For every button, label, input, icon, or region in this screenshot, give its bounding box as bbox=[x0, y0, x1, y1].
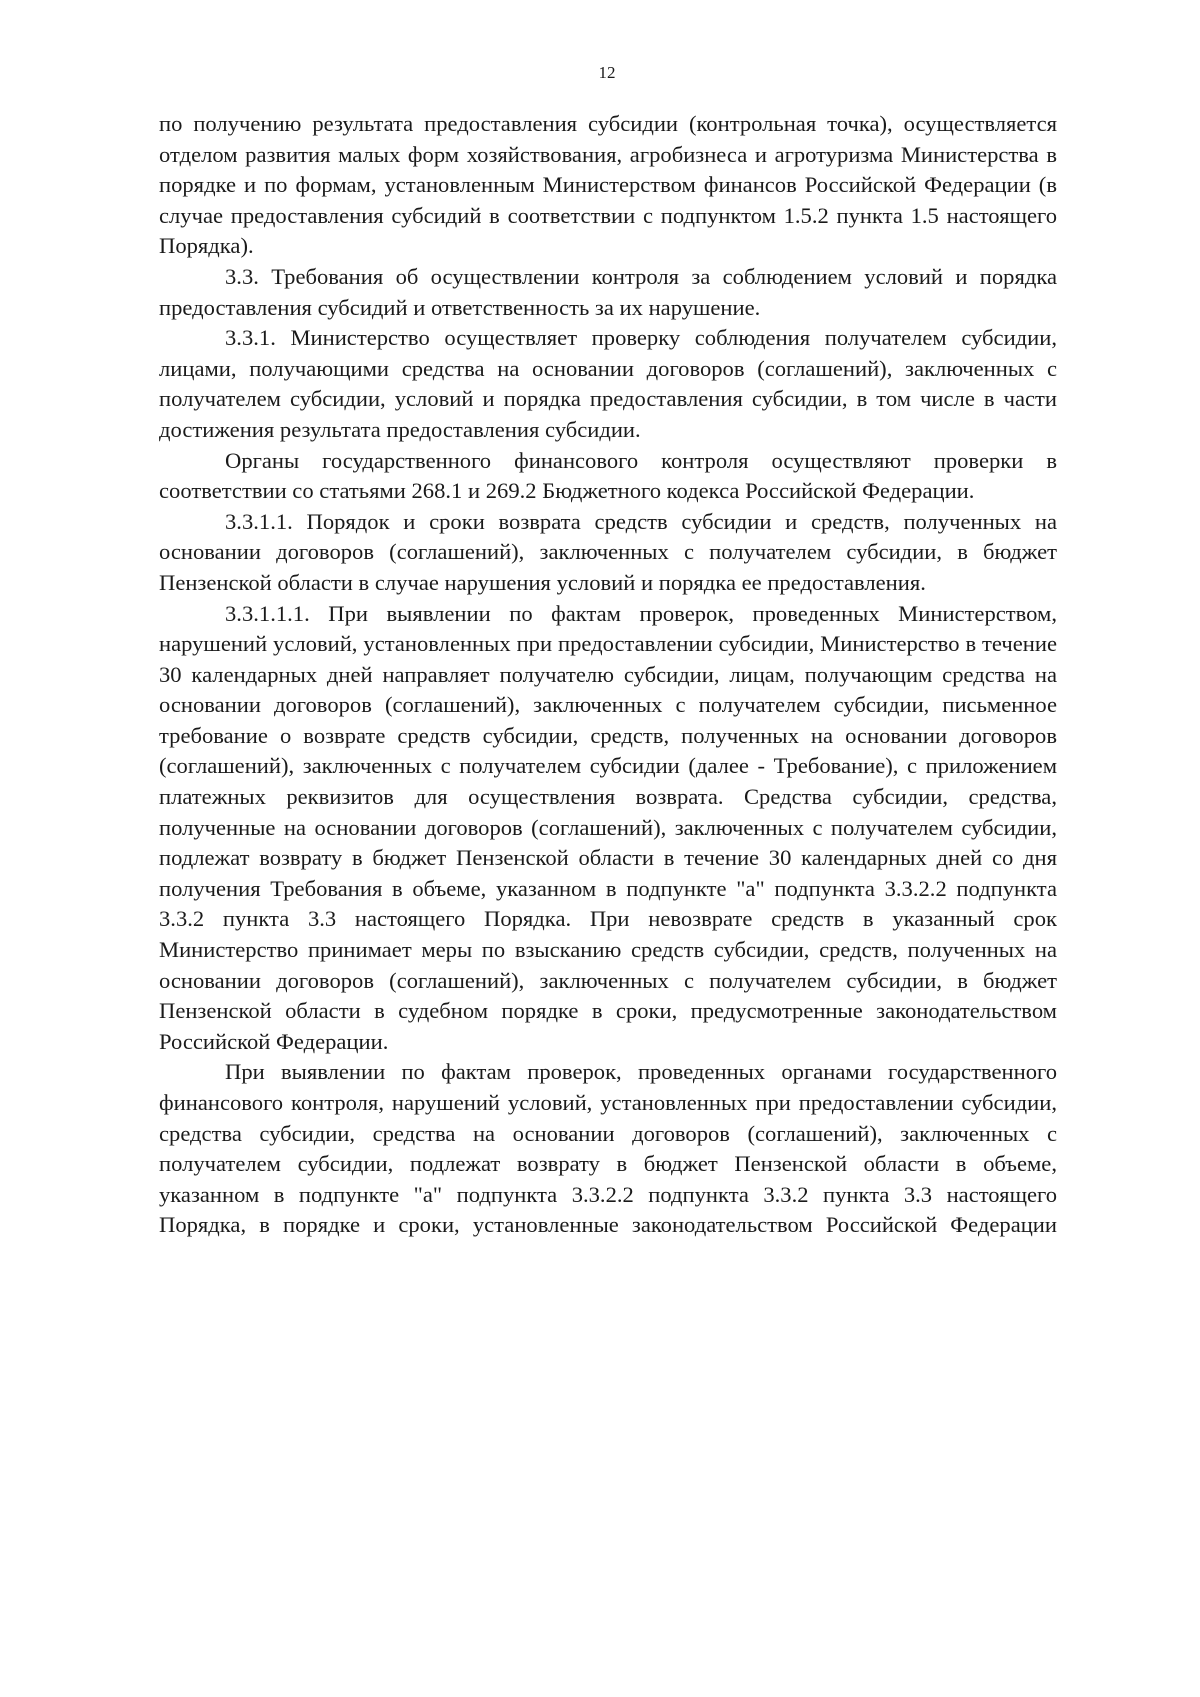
paragraph-3-3-1-1: 3.3.1.1. Порядок и сроки возврата средств субсидии и средств, полученных на основании договоров (соглашений), заключенных с получателем субсидии, в бюджет Пензенской области в случае нарушения условий и порядка ее предоставления. bbox=[159, 508, 1057, 595]
document-body bbox=[159, 109, 1057, 1241]
paragraph-continuation: по получению результата предоставления субсидии (контрольная точка), осуществляется отделом развития малых форм хозяйствования, агробизнеса и агротуризма Министерства в порядке и по формам, установленным Министерством финансов Российской Федерации (в случае предоставления субсидий в соответствии с подпунктом 1.5.2 пункта 1.5 настоящего Порядка). bbox=[159, 111, 1057, 259]
paragraph-3-3-1: 3.3.1. Министерство осуществляет проверку соблюдения получателем субсидии, лицами, получающими средства на основании договоров (соглашений), заключенных с получателем субсидии, условий и порядка предоставления субсидии, в том числе в части достижения результата предоставления субсидии. bbox=[159, 325, 1057, 442]
paragraph-financial-control-violations: При выявлении по фактам проверок, проведенных органами государственного финансового контроля, нарушений условий, установленных при предоставлении субсидии, средства субсидии, средства на основании договоров (соглашений), заключенных с получателем субсидии, подлежат возврату в бюджет Пензенской области в объеме, указанном в подпункте "а" подпункта 3.3.2.2 подпункта 3.3.2 пункта 3.3 настоящего Порядка, в порядке и сроки, установленные законодательством Российской Федерации bbox=[159, 1059, 1057, 1238]
page-number: 12 bbox=[598, 63, 616, 82]
paragraph-3-3-1-1-1: 3.3.1.1.1. При выявлении по фактам проверок, проведенных Министерством, нарушений условий, установленных при предоставлении субсидии, Министерство в течение 30 календарных дней направляет получателю субсидии, лицам, получающим средства на основании договоров (соглашений), заключенных с получателем субсидии, письменное требование о возврате средств субсидии, средств, полученных на основании договоров (соглашений), заключенных с получателем субсидии (далее - Требование), с приложением платежных реквизитов для осуществления возврата. Средства субсидии, средства, полученные на основании договоров (соглашений), заключенных с получателем субсидии, подлежат возврату в бюджет Пензенской области в течение 30 календарных дней со дня получения Требования в объеме, указанном в подпункте "а" подпункта 3.3.2.2 подпункта 3.3.2 пункта 3.3 настоящего Порядка. При невозврате средств в указанный срок Министерство принимает меры по взысканию средств субсидии, средств, полученных на основании договоров (соглашений), заключенных с получателем субсидии, в бюджет Пензенской области в судебном порядке в сроки, предусмотренные законодательством Российской Федерации. bbox=[159, 600, 1057, 1054]
paragraph-3-3: 3.3. Требования об осуществлении контроля за соблюдением условий и порядка предоставления субсидий и ответственность за их нарушение. bbox=[159, 263, 1057, 320]
paragraph-state-control-bodies: Органы государственного финансового контроля осуществляют проверки в соответствии со статьями 268.1 и 269.2 Бюджетного кодекса Российской Федерации. bbox=[159, 447, 1057, 504]
